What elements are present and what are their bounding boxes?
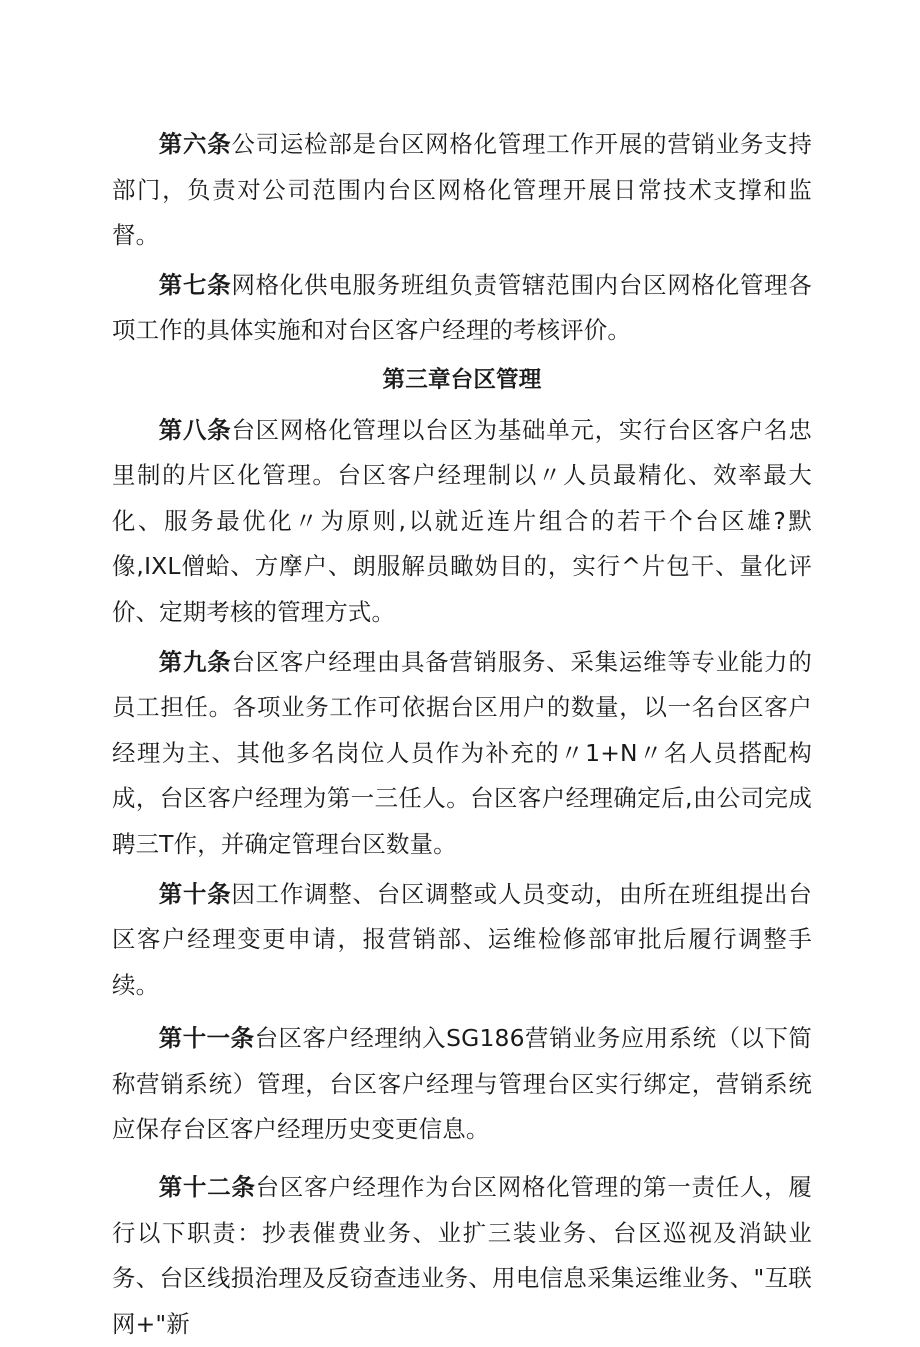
article-7-label: 第七条 [158,270,232,299]
article-7 [112,263,812,354]
article-9 [112,640,812,868]
article-8-text: 台区网格化管理以台区为基础单元，实行台区客户名忠里制的片区化管理。台区客户经理制以〃人员最精化、效率最大化、服务最优化〃为原则,以就近连片组合的若干个台区雄?默像,IXL僧蛤、方摩户、朗服解员瞰妫目的，实行^片包干、量化评价、定期考核的管理方式。 [112,415,812,626]
article-11-text: 台区客户经理纳入SG186营销业务应用系统（以下简称营销系统）管理，台区客户经理与管理台区实行绑定，营销系统应保存台区客户经理历史变更信息。 [112,1024,812,1144]
article-12-label: 第十二条 [158,1173,256,1202]
article-12 [112,1165,812,1347]
article-6 [112,122,812,259]
article-11-label: 第十一条 [158,1024,255,1053]
article-10-label: 第十条 [158,879,232,908]
article-9-label: 第九条 [158,647,232,676]
article-10-text: 因工作调整、台区调整或人员变动，由所在班组提出台区客户经理变更申请，报营销部、运维检修部审批后履行调整手续。 [112,879,812,999]
article-8 [112,408,812,636]
chapter-heading: 第三章台区管理 [382,366,542,393]
article-8-label: 第八条 [158,415,232,444]
article-7-text: 网格化供电服务班组负责管辖范围内台区网格化管理各项工作的具体实施和对台区客户经理的考核评价。 [112,270,812,345]
article-9-text: 台区客户经理由具备营销服务、采集运维等专业能力的员工担任。各项业务工作可依据台区用户的数量，以一名台区客户经理为主、其他多名岗位人员作为补充的〃1+N〃名人员搭配构成，台区客户经理为第一三任人。台区客户经理确定后,由公司完成聘三T作，并确定管理台区数量。 [112,647,812,858]
article-6-label: 第六条 [158,130,232,158]
article-6-text: 公司运检部是台区网格化管理工作开展的营销业务支持部门，负责对公司范围内台区网格化管理开展日常技术支撑和监督。 [112,130,812,250]
article-12-text: 台区客户经理作为台区网格化管理的第一责任人，履行以下职责：抄表催费业务、业扩三装业务、台区巡视及消缺业务、台区线损治理及反窃查违业务、用电信息采集运维业务、"互联网+"新 [112,1173,812,1338]
article-10 [112,872,812,1009]
article-11 [112,1016,812,1153]
document-page [112,122,812,1347]
